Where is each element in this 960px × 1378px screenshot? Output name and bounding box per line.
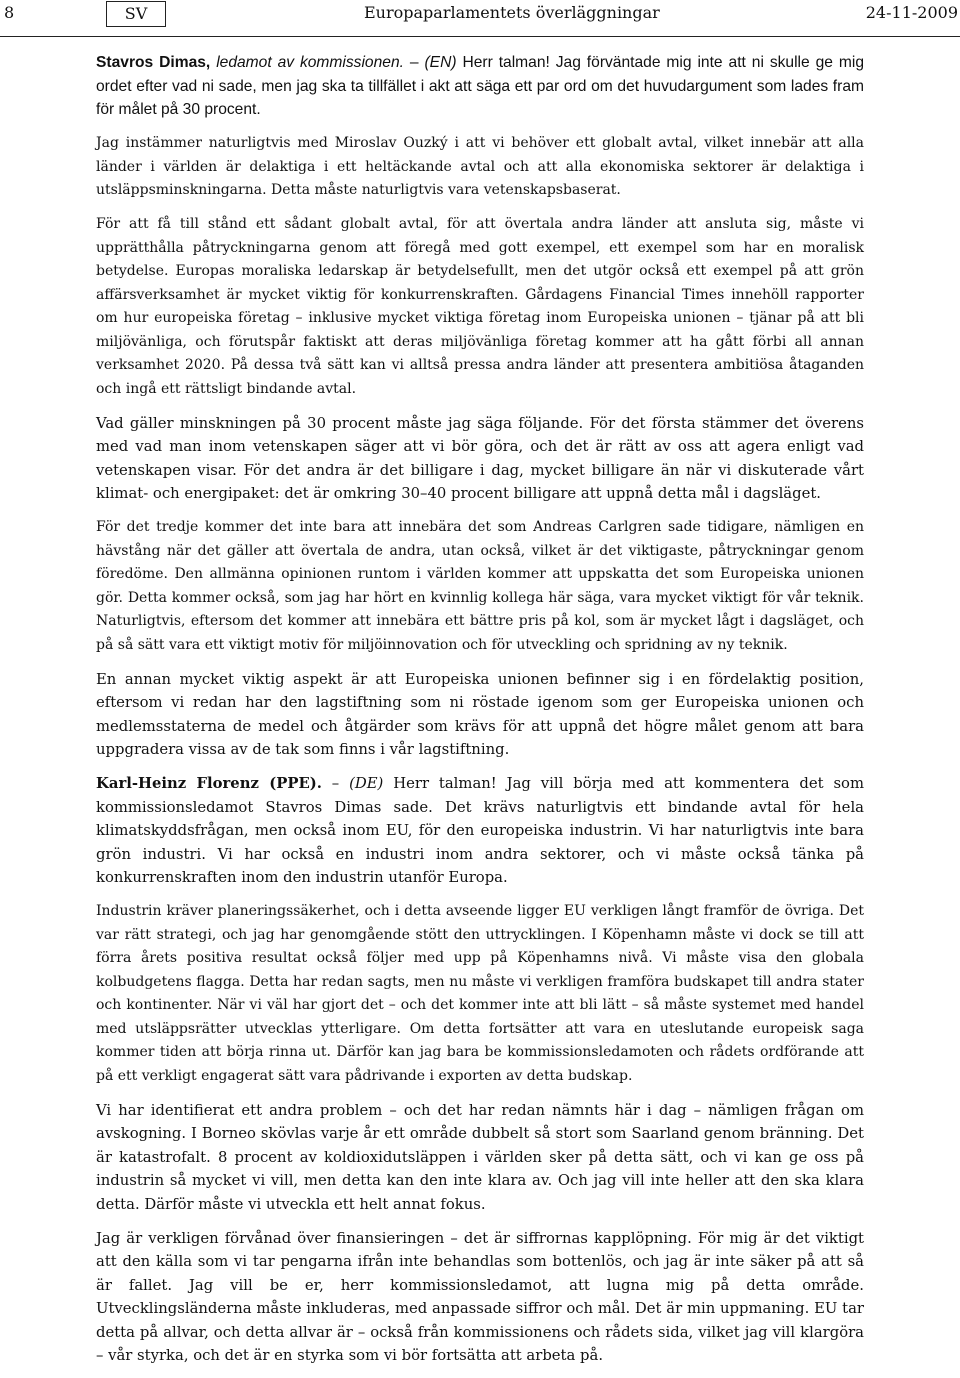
separator-dash: – xyxy=(403,54,425,71)
speaker-name: Karl-Heinz Florenz (PPE). xyxy=(96,775,322,792)
language-tag: (DE) xyxy=(349,775,384,792)
speaker-name: Stavros Dimas, xyxy=(96,54,211,71)
paragraph: En annan mycket viktig aspekt är att Europeiska unionen befinner sig i en fördelaktig position, eftersom vi redan har den lagstiftning som ni röstade igenom som ger Europeiska unionen och medlemsstaterna de medel och åtgärder som krävs för att uppnå det högre målet genom att bara uppgradera vissa av de tak som finns i vår lagstiftning. xyxy=(96,670,864,758)
paragraph-text: Herr talman! Jag förväntade mig inte att ni skulle ge mig ordet efter vad ni sade, men jag ska ta tillfället i akt att säga ett par ord om det huvudargument som lades fram för målet på 30 procent. xyxy=(96,54,864,118)
document-date: 24-11-2009 xyxy=(865,3,958,22)
language-tag: (EN) xyxy=(424,54,457,71)
document-title: Europaparlamentets överläggningar xyxy=(364,3,660,22)
paragraph-dimas-intro xyxy=(96,51,864,122)
paragraph-florenz-intro xyxy=(96,772,864,890)
paragraph: Jag instämmer naturligtvis med Miroslav Ouzký i att vi behöver ett globalt avtal, vilket innebär att alla länder i världen är delaktiga i ett heltäckande avtal och att alla ekonomiska sektorer är delaktiga i utsläppsminskningarna. Detta måste naturligtvis vara vetenskapsbaserat. xyxy=(96,135,864,198)
speaker-role: ledamot av kommissionen. xyxy=(216,54,404,71)
page-header xyxy=(0,0,960,37)
paragraph: Vi har identifierat ett andra problem – och det har redan nämnts här i dag – nämligen frågan om avskogning. I Borneo skövlas varje år ett område dubbelt så stort som Saarland genom bränning. Det är katastrofalt. 8 procent av koldioxidutsläppen i världen sker på detta sätt, och vi kan ge oss på industrin så mycket vi vill, men detta kan den inte klara av. Och jag vill inte heller att den ska klara detta. Därför måste vi utveckla ett helt annat fokus. xyxy=(96,1101,864,1213)
paragraph: Vad gäller minskningen på 30 procent måste jag säga följande. För det första stämmer det överens med vad man inom vetenskapen säger att vi bör göra, och det är rätt av oss att agera enligt vad vetenskapen visar. För det andra är det billigare i dag, mycket billigare än när vi diskuterade vårt klimat- och energipaket: det är omkring 30–40 procent billigare att uppnå detta mål i dagsläget. xyxy=(96,414,864,502)
document-body xyxy=(96,51,864,1378)
page-number: 8 xyxy=(4,3,15,22)
paragraph: För att få till stånd ett sådant globalt avtal, för att övertala andra länder att ansluta sig, måste vi upprätthålla påtryckningarna genom att föregå med gott exempel, ett exempel som har en moralisk betydelse. Europas moraliska ledarskap är betydelsefullt, men det utgör också ett exempel på att grön affärsverksamhet är mycket viktig för konkurrenskraften. Gårdagens Financial Times innehöll rapporter om hur europeiska företag – inklusive mycket viktiga företag inom Europeiska unionen – tjänar på att bli miljövänliga, och förutspår faktiskt att deras miljövänliga företag kommer att ha gått förbi all annan verksamhet 2020. På dessa två sätt kan vi alltså pressa andra länder att presentera ambitiösa åtaganden och ingå ett rättsligt bindande avtal. xyxy=(96,216,864,397)
paragraph: Industrin kräver planeringssäkerhet, och i detta avseende ligger EU verkligen långt framför de övriga. Det var rätt strategi, och jag har genomgående stött den uttrycklingen. I Köpenhamn måste vi dock se till att förra årets positiva resultat också följer med upp på Köpenhamns nivå. Vi måste visa den globala kolbudgetens flagga. Detta har redan sagts, men nu måste vi verkligen framföra budskapet till andra stater och kontinenter. När vi väl har gjort det – och det kommer inte att bli lätt – så måste systemet med handel med utsläppsrätter utvecklas ytterligare. Om detta fortsätter att vara en uteslutande europeisk saga kommer tiden att börja rinna ut. Därför kan jag bara be kommissionsledamoten och rådets ordförande att på ett verkligt engagerat sätt vara pådrivande i exporten av detta budskap. xyxy=(96,903,864,1084)
paragraph: För det tredje kommer det inte bara att innebära det som Andreas Carlgren sade tidigare, nämligen en hävstång när det gäller att övertala de andra, utan också, vilket är det viktigaste, påtryckningar genom föredöme. Den allmänna opinionen runtom i världen kommer att uppskatta det som Europeiska unionen gör. Detta kommer också, som jag har hört en kvinnlig kollega här säga, vara mycket viktigt för vår teknik. Naturligtvis, eftersom det kommer att innebära ett bättre pris på kol, som är mycket lågt i dagsläget, och på så sätt vara ett viktigt motiv för miljöinnovation och för utveckling och spridning av ny teknik. xyxy=(96,519,864,653)
paragraph: Jag är verkligen förvånad över finansieringen – det är siffrornas kapplöpning. För mig är det viktigt att den källa som vi tar pengarna ifrån inte behandlas som bottenlös, och jag är inte säker på att så är fallet. Jag vill be er, herr kommissionsledamot, att lugna mig på detta område. Utvecklingsländerna måste inkluderas, med anpassade siffror och mål. Det är min uppmaning. EU tar detta på allvar, och detta allvar är – också från kommissionens och rådets sida, vilket jag vill klargöra – vår styrka, och det är en styrka som vi bör fortsätta att arbeta på. xyxy=(96,1229,864,1364)
language-code-box: SV xyxy=(106,1,166,27)
separator-dash: – xyxy=(321,775,350,792)
paragraph-text: Herr talman! Jag vill börja med att kommentera det som kommissionsledamot Stavros Dimas sade. Det krävs naturligtvis ett bindande avtal för hela klimatskyddsfrågan, men också inom EU, för den europeiska industrin. Vi har naturligtvis inte bara grön industri. Vi har också en industri inom andra sektorer, och vi måste också tänka på konkurrenskraften inom den industrin utanför Europa. xyxy=(96,775,865,886)
